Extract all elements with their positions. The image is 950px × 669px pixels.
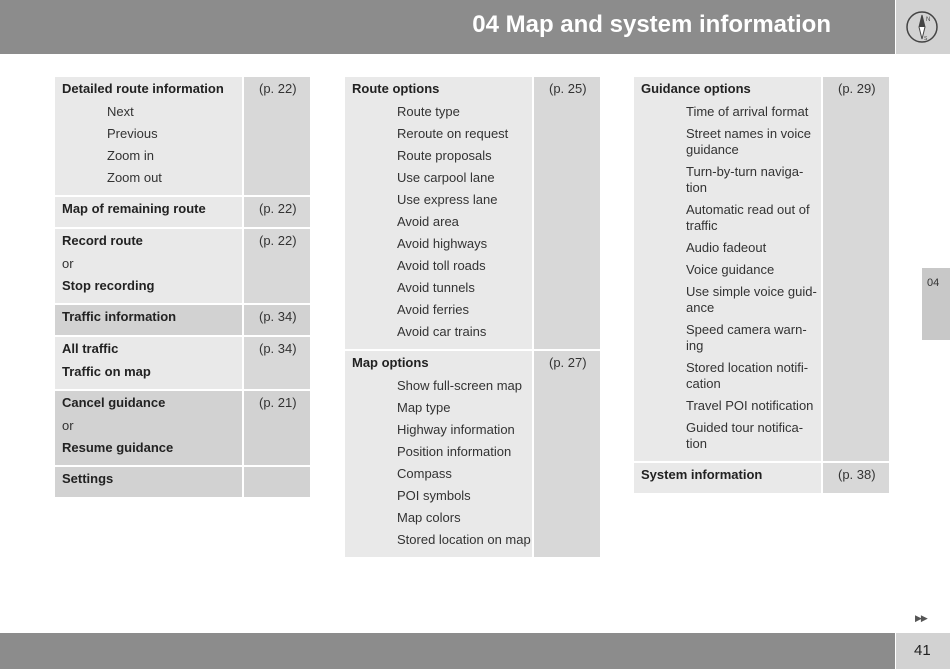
- list-item: Next: [107, 104, 134, 119]
- list-item: Avoid tunnels: [397, 280, 475, 295]
- list-item: Use carpool lane: [397, 170, 495, 185]
- list-item: Avoid highways: [397, 236, 488, 251]
- row-title: Record route: [62, 233, 143, 248]
- list-item: Street names in voice guidance: [686, 126, 812, 157]
- row-title: Guidance options: [641, 81, 751, 96]
- list-item: Reroute on request: [397, 126, 509, 141]
- page-ref: (p. 25): [534, 77, 600, 349]
- list-item: Map type: [397, 400, 451, 415]
- page-ref: [244, 467, 310, 497]
- list-item: Guided tour notifica-tion: [686, 420, 804, 451]
- table-row: [55, 467, 310, 499]
- svg-text:S: S: [924, 36, 928, 42]
- page-ref: (p. 27): [534, 351, 600, 557]
- row-title: All traffic: [62, 341, 119, 356]
- list-item: Route type: [397, 104, 460, 119]
- table-row: [55, 391, 310, 467]
- page-ref: (p. 21): [244, 391, 310, 465]
- list-item: Stored location notifi-cation: [686, 360, 809, 391]
- header-icon-box: [896, 0, 950, 54]
- list-item: Avoid area: [397, 214, 459, 229]
- table-row: [55, 229, 310, 305]
- list-item: Use simple voice guid-ance: [686, 284, 817, 315]
- column-1: [55, 77, 310, 499]
- column-2: [345, 77, 600, 559]
- row-title: Cancel guidance: [62, 395, 166, 410]
- row-alt-title: Stop recording: [62, 278, 155, 293]
- list-item: Zoom out: [107, 170, 162, 185]
- row-title: System information: [641, 467, 763, 482]
- page-ref: (p. 34): [244, 337, 310, 389]
- list-item: Avoid ferries: [397, 302, 470, 317]
- list-item: Automatic read out of traffic: [686, 202, 810, 233]
- list-item: POI symbols: [397, 488, 471, 503]
- page-footer: [0, 633, 895, 669]
- list-item: Map colors: [397, 510, 461, 525]
- list-item: Show full-screen map: [397, 378, 522, 393]
- double-arrow-right-icon: ▶▶: [915, 613, 927, 623]
- list-item: Zoom in: [107, 148, 154, 163]
- column-3: [634, 77, 889, 495]
- row-title: Map of remaining route: [62, 201, 206, 216]
- row-alt-title: Resume guidance: [62, 440, 174, 455]
- svg-text:N: N: [926, 17, 931, 23]
- or-text: or: [62, 256, 74, 271]
- list-item: Previous: [107, 126, 158, 141]
- table-row: [345, 77, 600, 351]
- chapter-tab-label: 04: [927, 277, 940, 289]
- page-ref: (p. 22): [244, 229, 310, 303]
- list-item: Highway information: [397, 422, 515, 437]
- table-row: [634, 463, 889, 495]
- compass-icon: [905, 10, 939, 44]
- table-row: [55, 305, 310, 337]
- list-item: Audio fadeout: [686, 240, 767, 255]
- page-number: 41: [914, 642, 931, 659]
- table-row: [55, 337, 310, 391]
- list-item: Travel POI notification: [686, 398, 814, 413]
- list-item: Position information: [397, 444, 512, 459]
- row-title: Settings: [62, 471, 114, 486]
- page-ref: (p. 34): [244, 305, 310, 335]
- row-title: Traffic information: [62, 309, 177, 324]
- list-item: Turn-by-turn naviga-tion: [686, 164, 804, 195]
- or-text: or: [62, 418, 74, 433]
- list-item: Voice guidance: [686, 262, 775, 277]
- list-item: Stored location on map: [397, 532, 531, 547]
- page-ref: (p. 22): [244, 77, 310, 195]
- row-title: Map options: [352, 355, 429, 370]
- page-header: [0, 0, 895, 54]
- page-title: 04 Map and system information: [472, 11, 831, 38]
- chapter-tab[interactable]: [922, 268, 950, 340]
- page-ref: (p. 29): [823, 77, 889, 461]
- table-row: [55, 197, 310, 229]
- list-item: Avoid toll roads: [397, 258, 486, 273]
- page-ref: (p. 38): [823, 463, 889, 493]
- list-item: Compass: [397, 466, 452, 481]
- page-ref: (p. 22): [244, 197, 310, 227]
- page-number-box: [896, 633, 950, 669]
- table-row: [345, 351, 600, 559]
- list-item: Avoid car trains: [397, 324, 487, 339]
- list-item: Route proposals: [397, 148, 492, 163]
- row-alt-title: Traffic on map: [62, 364, 151, 379]
- table-row: [55, 77, 310, 197]
- row-title: Detailed route information: [62, 81, 224, 96]
- list-item: Speed camera warn-ing: [686, 322, 807, 353]
- row-title: Route options: [352, 81, 440, 96]
- list-item: Time of arrival format: [686, 104, 809, 119]
- list-item: Use express lane: [397, 192, 498, 207]
- table-row: [634, 77, 889, 463]
